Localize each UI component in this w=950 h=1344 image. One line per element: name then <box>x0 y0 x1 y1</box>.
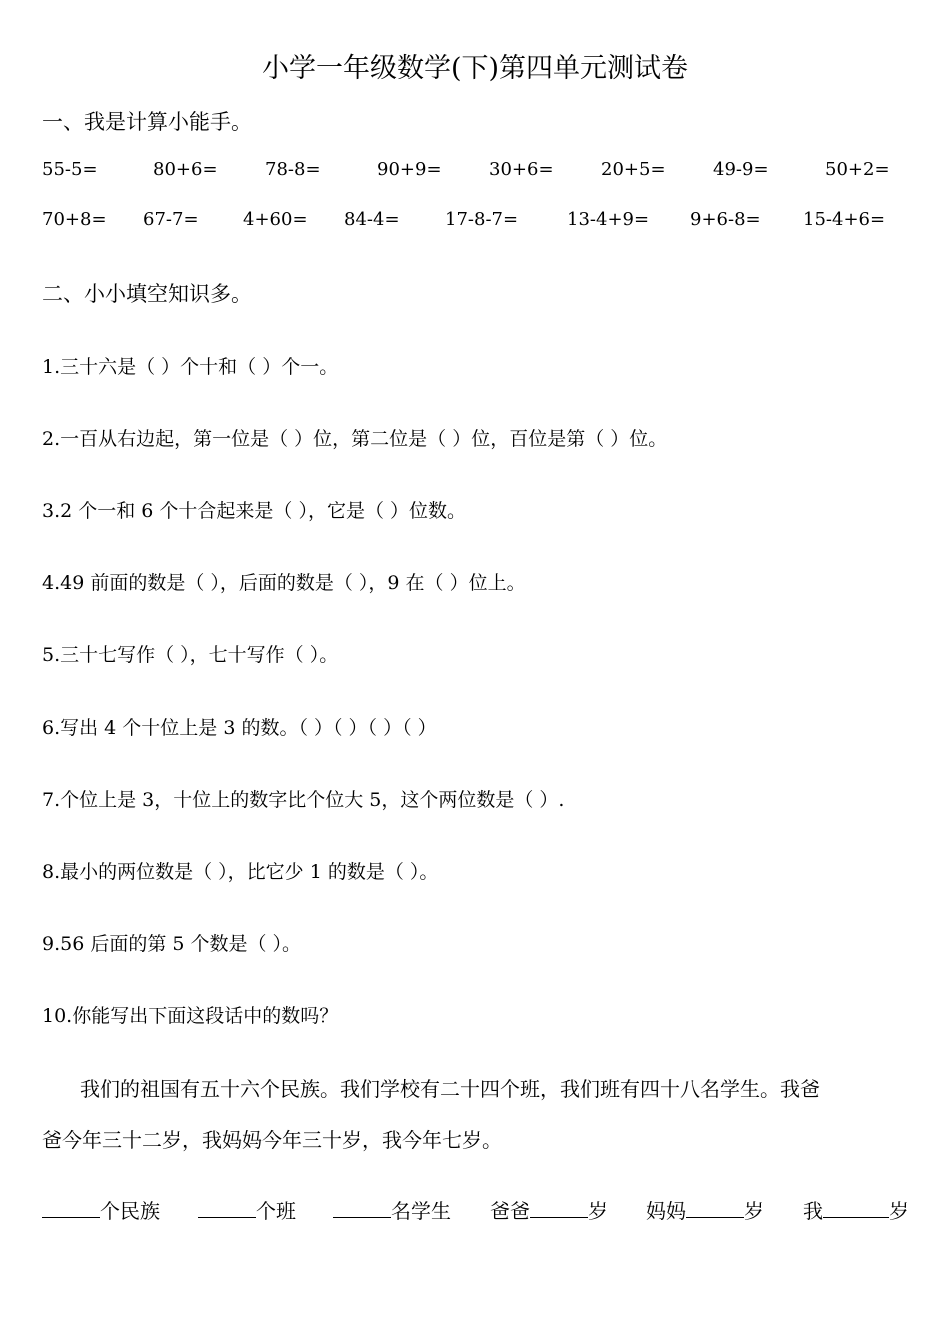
answer-blank[interactable] <box>530 1199 588 1218</box>
fill-label: 名学生 <box>391 1199 451 1223</box>
question-4: 4.49 前面的数是（ ），后面的数是（ ），9 在（ ）位上。 <box>42 572 526 594</box>
calc-item: 49-9= <box>713 159 769 180</box>
answer-blank[interactable] <box>823 1199 889 1218</box>
calc-item: 30+6= <box>489 159 554 180</box>
fill-label: 爸爸 <box>490 1199 530 1223</box>
fill-label: 妈妈 <box>646 1199 686 1223</box>
question-9: 9.56 后面的第 5 个数是（ ）。 <box>42 933 302 955</box>
section-1-heading: 一、我是计算小能手。 <box>42 110 252 134</box>
question-10: 10.你能写出下面这段话中的数吗？ <box>42 1005 339 1027</box>
question-3: 3.2 个一和 6 个十合起来是（ ），它是（ ）位数。 <box>42 500 467 522</box>
calc-item: 13-4+9= <box>567 209 650 230</box>
fill-mama <box>646 1195 764 1224</box>
fill-unit: 岁 <box>889 1199 909 1223</box>
calc-item: 15-4+6= <box>803 209 886 230</box>
question-7: 7.个位上是 3，十位上的数字比个位大 5，这个两位数是（ ）. <box>42 789 565 811</box>
calc-item: 55-5= <box>42 159 98 180</box>
page-title: 小学一年级数学(下)第四单元测试卷 <box>261 53 689 84</box>
calc-item: 67-7= <box>143 209 199 230</box>
calc-item: 17-8-7= <box>445 209 519 230</box>
fill-label: 个民族 <box>100 1199 160 1223</box>
fill-label: 个班 <box>256 1199 296 1223</box>
answer-blank[interactable] <box>42 1199 100 1218</box>
fill-label: 我 <box>803 1199 823 1223</box>
question-6: 6.写出 4 个十位上是 3 的数。（ ）（ ）（ ）（ ） <box>42 717 437 739</box>
calc-item: 80+6= <box>153 159 218 180</box>
calc-item: 9+6-8= <box>690 209 761 230</box>
fill-baba <box>490 1195 608 1224</box>
question-5: 5.三十七写作（ ），七十写作（ ）。 <box>42 644 339 666</box>
calc-item: 50+2= <box>825 159 890 180</box>
answer-blank[interactable] <box>333 1199 391 1218</box>
calc-item: 70+8= <box>42 209 107 230</box>
question-2: 2.一百从右边起，第一位是（ ）位，第二位是（ ）位，百位是第（ ）位。 <box>42 428 668 450</box>
section-2-heading: 二、小小填空知识多。 <box>42 282 252 306</box>
answer-blank[interactable] <box>198 1199 256 1218</box>
fill-unit: 岁 <box>744 1199 764 1223</box>
calc-item: 78-8= <box>265 159 321 180</box>
fill-ban <box>198 1195 296 1224</box>
calc-item: 4+60= <box>243 209 308 230</box>
paragraph-line-2: 爸今年三十二岁，我妈妈今年三十岁，我今年七岁。 <box>42 1128 502 1152</box>
fill-xuesheng <box>333 1195 451 1224</box>
calc-item: 90+9= <box>377 159 442 180</box>
answer-blank[interactable] <box>686 1199 744 1218</box>
paragraph-line-1: 我们的祖国有五十六个民族。我们学校有二十四个班，我们班有四十八名学生。我爸 <box>80 1077 820 1101</box>
calc-item: 20+5= <box>601 159 666 180</box>
fill-wo <box>803 1195 909 1224</box>
question-1: 1.三十六是（ ）个十和（ ）个一。 <box>42 356 339 378</box>
question-8: 8.最小的两位数是（ ），比它少 1 的数是（ ）。 <box>42 861 439 883</box>
fill-unit: 岁 <box>588 1199 608 1223</box>
fill-minzu <box>42 1195 160 1224</box>
calc-item: 84-4= <box>344 209 400 230</box>
